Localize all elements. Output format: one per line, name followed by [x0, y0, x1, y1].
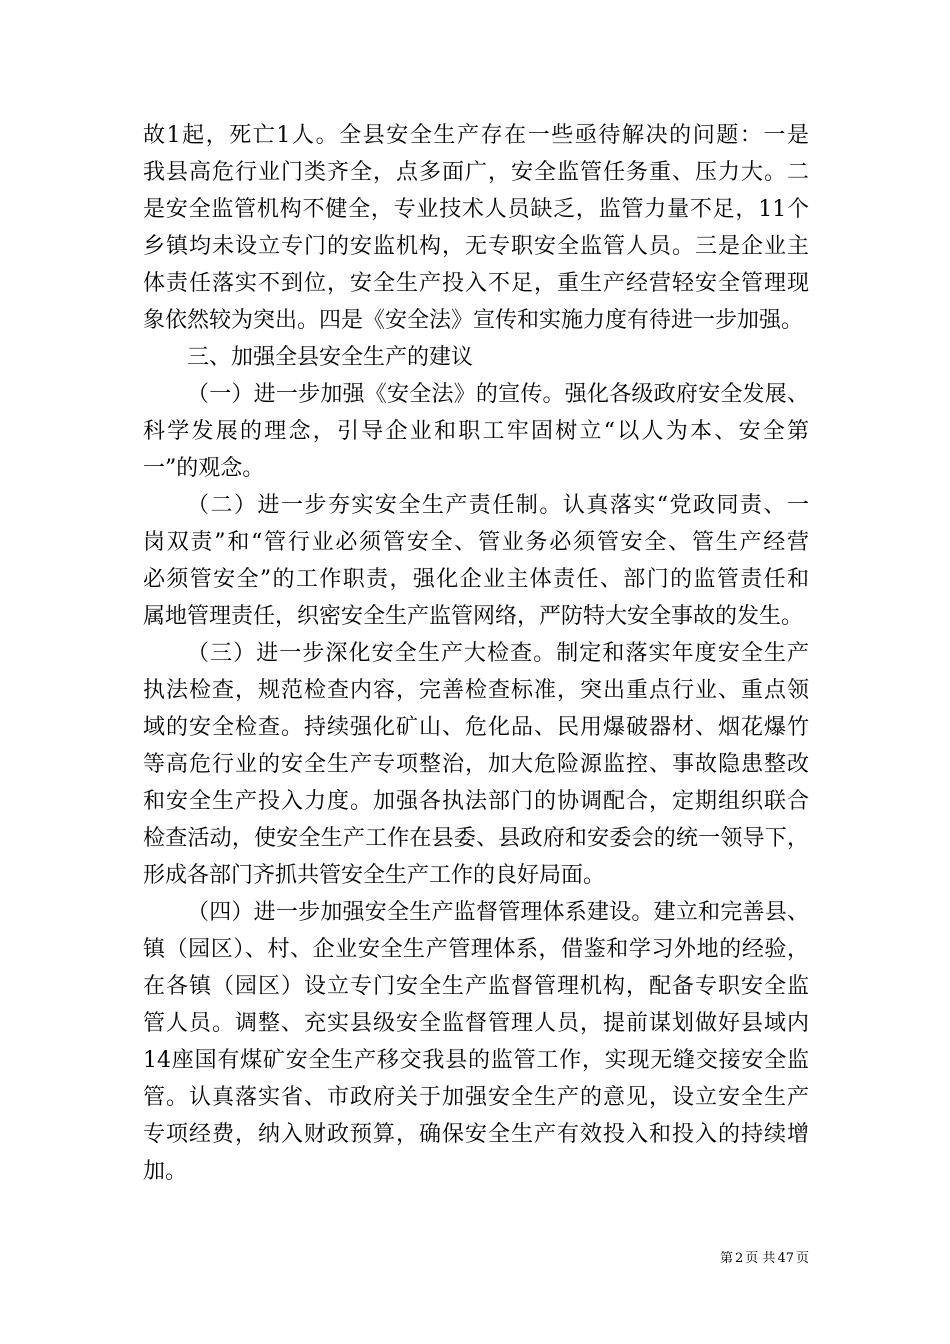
text-line: 科学发展的理念，引导企业和职工牢固树立“以人为本、安全第	[143, 419, 809, 444]
text-line: 管。认真落实省、市政府关于加强安全生产的意见，设立安全生产	[143, 1085, 809, 1110]
text-line: （四）进一步加强安全生产监督管理体系建设。建立和完善县、	[187, 900, 809, 925]
page-number	[700, 1249, 810, 1269]
text-line: 岗双责”和“管行业必须管安全、管业务必须管安全、管生产经营	[143, 530, 809, 555]
text-line: 镇（园区）、村、企业安全生产管理体系，借鉴和学习外地的经验，	[143, 937, 809, 962]
page-number-middle: 页 共	[745, 1251, 776, 1266]
document-body	[143, 117, 809, 1190]
text-line: 体责任落实不到位，安全生产投入不足，重生产经营轻安全管理现	[143, 271, 809, 296]
text-line: （三）进一步深化安全生产大检查。制定和落实年度安全生产	[187, 641, 809, 666]
text-line: 在各镇（园区）设立专门安全生产监督管理机构，配备专职安全监	[143, 974, 809, 999]
text-line: 14座国有煤矿安全生产移交我县的监管工作，实现无缝交接安全监	[143, 1048, 809, 1073]
text-line: 执法检查，规范检查内容，完善检查标准，突出重点行业、重点领	[143, 678, 809, 703]
text-line: 是安全监管机构不健全，专业技术人员缺乏，监管力量不足，11个	[143, 197, 809, 222]
current-page: 2	[735, 1251, 744, 1266]
text-line: （二）进一步夯实安全生产责任制。认真落实“党政同责、一	[187, 493, 809, 518]
text-line: 故1起，死亡1人。全县安全生产存在一些亟待解决的问题：一是	[143, 123, 809, 148]
text-line: （一）进一步加强《安全法》的宣传。强化各级政府安全发展、	[187, 382, 809, 407]
text-line: 等高危行业的安全生产专项整治，加大危险源监控、事故隐患整改	[143, 752, 809, 777]
page-number-prefix: 第	[720, 1251, 734, 1266]
text-line: 我县高危行业门类齐全，点多面广，安全监管任务重、压力大。二	[143, 160, 809, 185]
text-line: 管人员。调整、充实县级安全监督管理人员，提前谋划做好县域内	[143, 1011, 809, 1036]
text-line: 专项经费，纳入财政预算，确保安全生产有效投入和投入的持续增	[143, 1122, 809, 1147]
text-line: 和安全生产投入力度。加强各执法部门的协调配合，定期组织联合	[143, 789, 809, 814]
text-line: 加。	[143, 1159, 188, 1184]
total-pages: 47	[777, 1251, 794, 1266]
text-line: 形成各部门齐抓共管安全生产工作的良好局面。	[143, 863, 606, 888]
text-line: 象依然较为突出。四是《安全法》宣传和实施力度有待进一步加强。	[143, 308, 804, 333]
text-line: 检查活动，使安全生产工作在县委、县政府和安委会的统一领导下，	[143, 826, 809, 851]
text-line: 属地管理责任，织密安全生产监管网络，严防特大安全事故的发生。	[143, 604, 804, 629]
text-line: 乡镇均未设立专门的安监机构，无专职安全监管人员。三是企业主	[143, 234, 809, 259]
text-line: 必须管安全”的工作职责，强化企业主体责任、部门的监管责任和	[143, 567, 809, 592]
section-heading: 三、加强全县安全生产的建议	[187, 345, 474, 370]
page-number-suffix: 页	[795, 1251, 809, 1266]
text-line: 域的安全检查。持续强化矿山、危化品、民用爆破器材、烟花爆竹	[143, 715, 809, 740]
text-line: 一”的观念。	[143, 456, 265, 481]
